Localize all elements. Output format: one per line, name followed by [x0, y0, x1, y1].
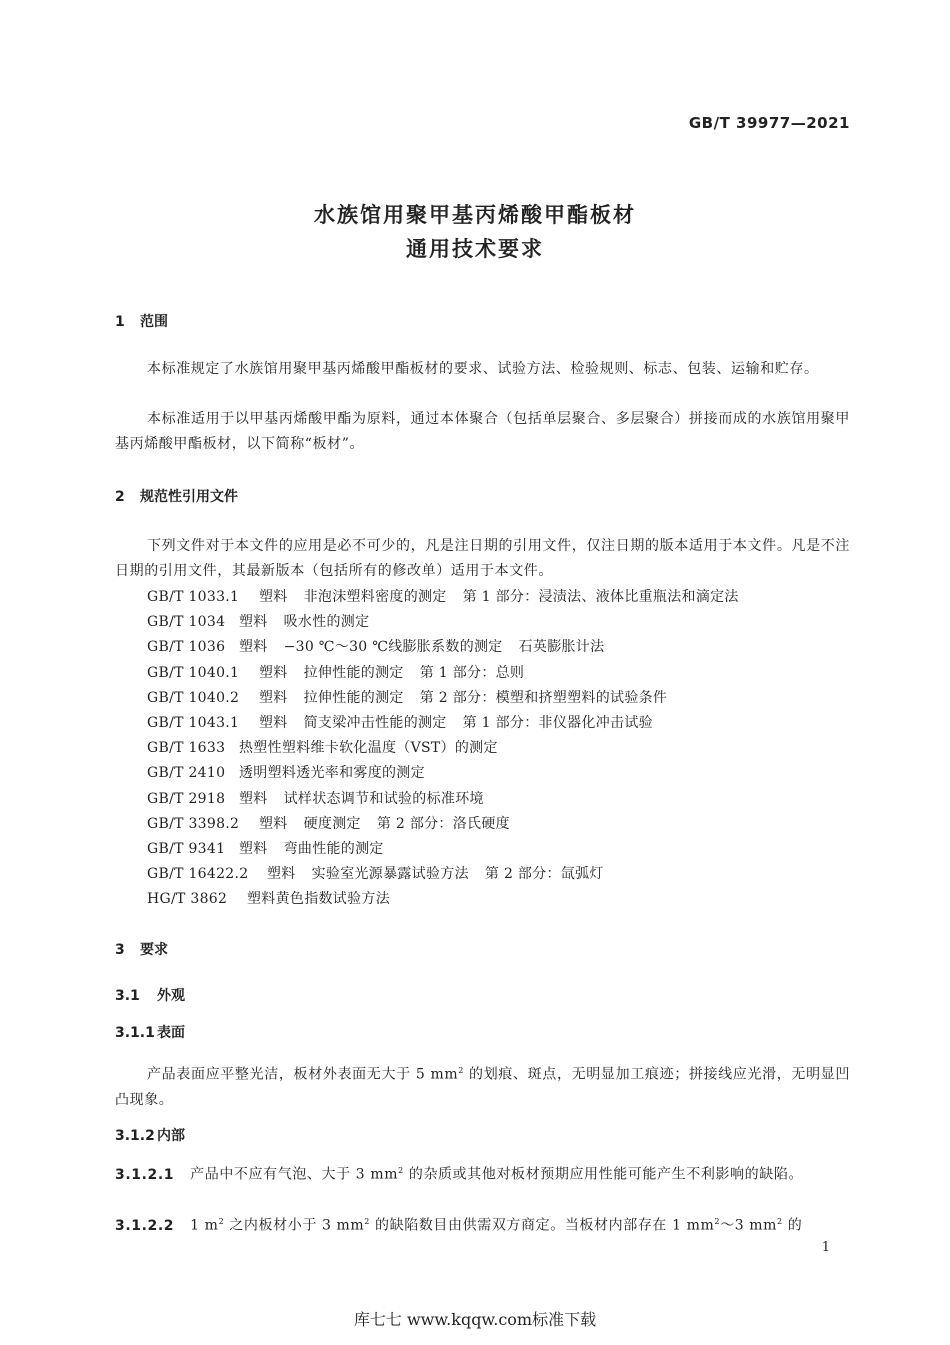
section-number: 1 [115, 314, 125, 330]
reference-code: GB/T 1033.1 [147, 589, 240, 605]
clause-3-1-2-heading [115, 1125, 185, 1145]
reference-code: HG/T 3862 [147, 891, 228, 908]
text-segment: 1 m [190, 1217, 219, 1234]
reference-code: GB/T 2918 [147, 790, 226, 807]
text-segment: 之内板材小于 3 mm [224, 1217, 365, 1234]
clause-number: 3.1.1 [115, 1025, 155, 1041]
reference-item [147, 887, 755, 912]
text-segment: 产品表面应平整光洁，板材外表面无大于 5 mm [147, 1066, 459, 1083]
document-title-line2: 通用技术要求 [406, 237, 544, 261]
section-number: 3 [115, 942, 125, 958]
reference-item [147, 761, 755, 786]
clause-title: 外观 [157, 988, 185, 1004]
section-title: 要求 [140, 942, 168, 958]
superscript: 2 [218, 1217, 225, 1226]
reference-title-part: 塑料 [259, 689, 288, 706]
section-1-paragraph-1: 本标准规定了水族馆用聚甲基丙烯酸甲酯板材的要求、试验方法、检验规则、标志、包装、运输和贮存。 [147, 361, 819, 377]
document-title-line1: 水族馆用聚甲基丙烯酸甲酯板材 [314, 203, 636, 227]
text-segment: ～3 mm [720, 1217, 778, 1234]
reference-title-part: 塑料 [239, 639, 268, 656]
reference-title-part: −30 ℃～30 ℃线膨胀系数的测定 [283, 639, 503, 656]
reference-item [147, 686, 755, 711]
clause-3-1-2-1 [115, 1158, 850, 1188]
clause-3-1-2-2 [115, 1209, 850, 1239]
reference-title-part: 第 1 部分：非仪器化冲击试验 [462, 714, 653, 731]
reference-item [147, 711, 755, 736]
superscript: 2 [714, 1217, 721, 1226]
reference-title-part: 简支梁冲击性能的测定 [303, 714, 447, 731]
reference-title-part: 实验室光源暴露试验方法 [311, 866, 469, 883]
reference-item [147, 736, 755, 761]
text-segment: 的 [782, 1217, 803, 1234]
reference-code: GB/T 9341 [147, 840, 226, 857]
reference-title-part: 第 2 部分：氙弧灯 [484, 866, 604, 883]
reference-title-part: 拉伸性能的测定 [303, 689, 404, 706]
reference-title-part: 塑料 [259, 714, 288, 731]
superscript: 2 [777, 1217, 783, 1226]
superscript: 2 [458, 1066, 464, 1075]
reference-title-part: 塑料 [259, 589, 288, 605]
clause-number: 3.1.2 [115, 1128, 155, 1144]
text-segment: 的杂质或其他对板材预期应用性能可能产生不利影响的缺陷。 [403, 1166, 804, 1183]
clause-title: 内部 [157, 1128, 185, 1144]
reference-title-part: 弯曲性能的测定 [283, 840, 384, 857]
reference-item [147, 661, 755, 686]
reference-title-part: 试样状态调节和试验的标准环境 [283, 790, 484, 807]
reference-code: GB/T 3398.2 [147, 815, 240, 832]
reference-title-part: 塑料黄色指数试验方法 [247, 891, 390, 908]
clause-title: 表面 [157, 1025, 185, 1041]
reference-title-part: 石英膨胀计法 [518, 639, 605, 656]
clause-number: 3.1 [115, 988, 140, 1004]
reference-title-part: 第 2 部分：模塑和挤塑塑料的试验条件 [419, 689, 668, 706]
reference-title-part: 拉伸性能的测定 [303, 664, 404, 681]
reference-title-part: 非泡沫塑料密度的测定 [303, 589, 447, 605]
clause-number: 3.1.2.2 [115, 1217, 175, 1234]
superscript: 2 [364, 1217, 370, 1226]
reference-item [147, 610, 755, 635]
reference-title-part: 塑料 [259, 815, 288, 832]
reference-item [147, 812, 755, 837]
reference-title-part: 热塑性塑料维卡软化温度（VST）的测定 [239, 740, 498, 757]
section-2-paragraph-1: 下列文件对于本文件的应用是必不可少的，凡是注日期的引用文件，仅注日期的版本适用于本文件。凡是不注日期的引用文件，其最新版本（包括所有的修改单）适用于本文件。 [115, 538, 850, 579]
reference-item [147, 635, 755, 660]
reference-title-part: 第 1 部分：总则 [419, 664, 525, 681]
normative-reference-list [147, 585, 755, 912]
reference-code: GB/T 1034 [147, 614, 226, 631]
standard-code: GB/T 39977—2021 [688, 114, 850, 132]
reference-code: GB/T 1040.2 [147, 689, 240, 706]
text-segment: 的划痕、斑点，无明显加工痕迹；拼接线应光滑，无明显凹凸现象。 [115, 1066, 850, 1108]
section-3-heading [115, 939, 168, 959]
text-segment: 产品中不应有气泡、大于 3 mm [190, 1166, 399, 1183]
section-title: 规范性引用文件 [140, 489, 238, 505]
clause-number: 3.1.2.1 [115, 1166, 175, 1183]
text-segment: 的缺陷数目由供需双方商定。当板材内部存在 1 mm [369, 1217, 715, 1234]
section-title: 范围 [140, 314, 168, 330]
clause-3-1-1-heading [115, 1022, 185, 1042]
reference-item [147, 862, 755, 887]
reference-code: GB/T 1633 [147, 740, 226, 757]
reference-title-part: 吸水性的测定 [283, 614, 370, 631]
reference-code: GB/T 16422.2 [147, 866, 249, 883]
section-2-heading [115, 486, 238, 506]
section-1-heading [115, 311, 168, 331]
reference-title-part: 塑料 [267, 866, 296, 883]
superscript: 2 [398, 1166, 404, 1175]
section-1-paragraph-2: 本标准适用于以甲基丙烯酸甲酯为原料，通过本体聚合（包括单层聚合、多层聚合）拼接而成的水族馆用聚甲基丙烯酸甲酯板材，以下简称“板材”。 [115, 411, 850, 452]
reference-title-part: 塑料 [239, 840, 268, 857]
reference-title-part: 第 1 部分：浸渍法、液体比重瓶法和滴定法 [462, 589, 739, 605]
download-footer: 库七七 www.kqqw.com标准下载 [353, 1310, 597, 1329]
reference-title-part: 塑料 [239, 614, 268, 631]
reference-code: GB/T 2410 [147, 765, 226, 782]
clause-3-1-1-text [115, 1058, 850, 1113]
reference-code: GB/T 1043.1 [147, 714, 240, 731]
reference-title-part: 塑料 [259, 664, 288, 681]
reference-title-part: 第 2 部分：洛氏硬度 [376, 815, 510, 832]
reference-title-part: 透明塑料透光率和雾度的测定 [239, 765, 425, 782]
reference-item [147, 585, 755, 610]
section-number: 2 [115, 489, 125, 505]
reference-code: GB/T 1036 [147, 639, 226, 656]
clause-3-1-heading [115, 985, 185, 1005]
reference-code: GB/T 1040.1 [147, 664, 240, 681]
reference-item [147, 787, 755, 812]
reference-title-part: 塑料 [239, 790, 268, 807]
reference-title-part: 硬度测定 [303, 815, 361, 832]
page-number: 1 [821, 1240, 830, 1255]
reference-item [147, 837, 755, 862]
